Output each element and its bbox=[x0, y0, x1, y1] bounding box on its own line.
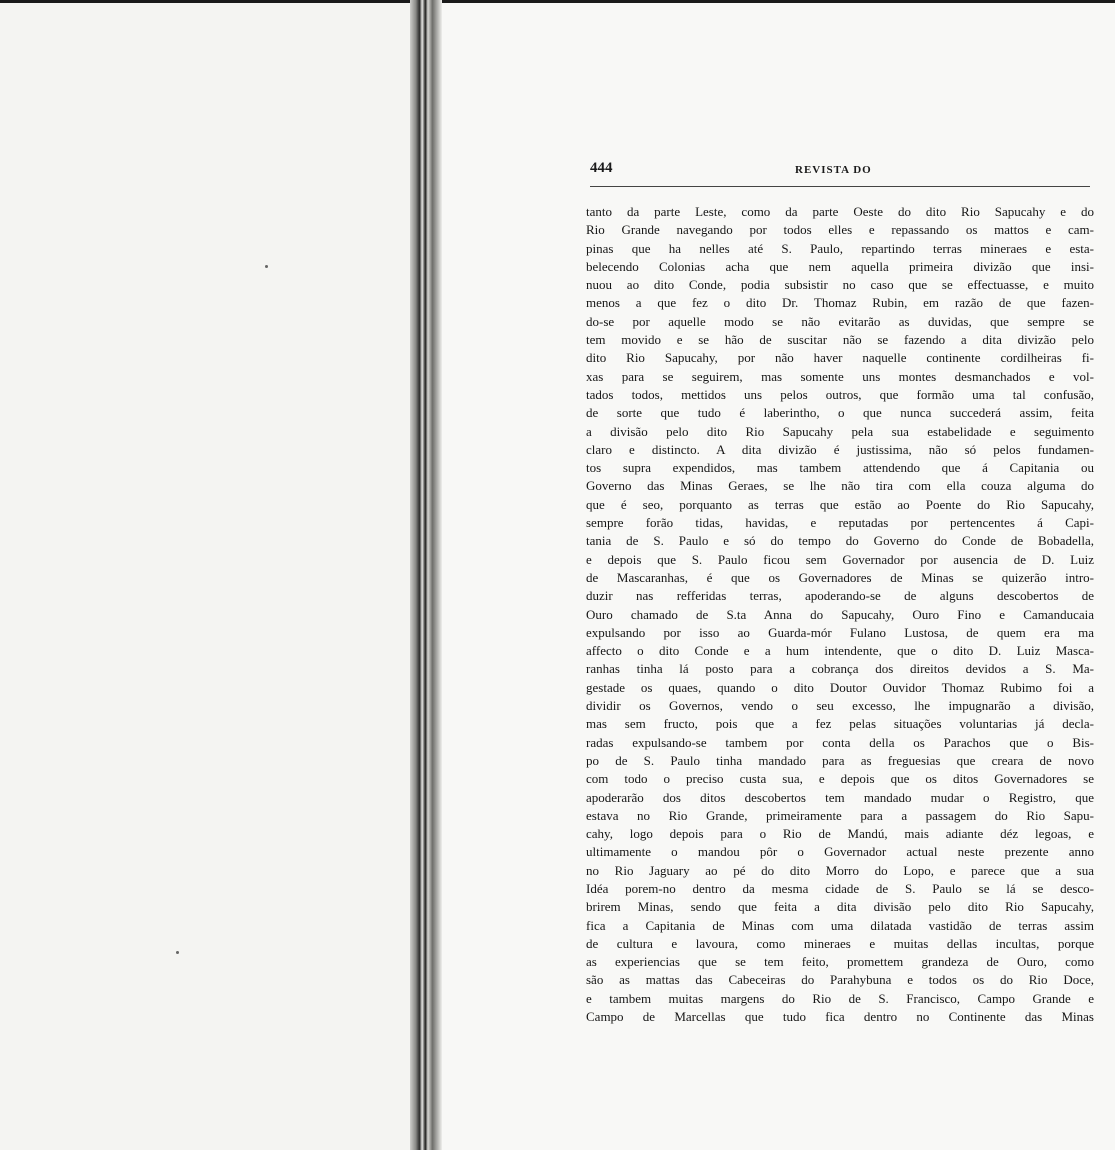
text-line: estava no Rio Grande, primeiramente para a passagem do Rio Sapu- bbox=[586, 807, 1094, 823]
text-line: apoderarão dos ditos descobertos tem mandado mudar o Registro, que bbox=[586, 789, 1094, 805]
text-line: claro e distincto. A dita divizão é justissima, não só pelos fundamen- bbox=[586, 441, 1094, 457]
text-line: tados todos, mettidos uns pelos outros, que formão uma tal confusão, bbox=[586, 386, 1094, 402]
book-gutter bbox=[410, 0, 442, 1150]
body-text bbox=[586, 203, 1094, 1026]
paper-speck bbox=[176, 951, 179, 954]
text-line: mas sem fructo, pois que a fez pelas situações voluntarias já decla- bbox=[586, 716, 1094, 732]
text-line: menos a que fez o dito Dr. Thomaz Rubin, em razão de que fazen- bbox=[586, 295, 1094, 311]
text-line: que é seo, porquanto as terras que estão ao Poente do Rio Sapucahy, bbox=[586, 496, 1094, 512]
text-line: gestade os quaes, quando o dito Doutor Ouvidor Thomaz Rubimo foi a bbox=[586, 679, 1094, 695]
text-line: as experiencias que se tem feito, promettem grandeza de Ouro, como bbox=[586, 954, 1094, 970]
text-line: tanto da parte Leste, como da parte Oeste do dito Rio Sapucahy e do bbox=[586, 204, 1094, 219]
text-line: affecto o dito Conde e a hum intendente, que o dito D. Luiz Masca- bbox=[586, 643, 1094, 659]
text-line: dividir os Governos, vendo o seu excesso, lhe impugnarão a divisão, bbox=[586, 698, 1094, 714]
text-line: radas expulsando-se tambem por conta della os Parachos que o Bis- bbox=[586, 734, 1094, 750]
text-line: e depois que S. Paulo ficou sem Governador por ausencia de D. Luiz bbox=[586, 551, 1094, 567]
text-line: expulsando por isso ao Guarda-mór Fulano Lustosa, de quem era ma bbox=[586, 624, 1094, 640]
text-line: belecendo Colonias acha que nem aquella primeira divizão que insi- bbox=[586, 258, 1094, 274]
text-line: Idéa porem-no dentro da mesma cidade de S. Paulo se lá se desco- bbox=[586, 880, 1094, 896]
paper-speck bbox=[265, 265, 268, 268]
text-line: tem movido e se hão de suscitar não se fazendo a dita divizão pelo bbox=[586, 332, 1094, 348]
text-line: no Rio Jaguary ao pé do dito Morro do Lopo, e parece que a sua bbox=[586, 862, 1094, 878]
text-line: pinas que ha nelles até S. Paulo, repartindo terras mineraes e esta- bbox=[586, 240, 1094, 256]
text-line: Governo das Minas Geraes, se lhe não tira com ella couza alguma do bbox=[586, 478, 1094, 494]
text-line: dito Rio Sapucahy, por não haver naquelle continente cordilheiras fi- bbox=[586, 350, 1094, 366]
text-line: Rio Grande navegando por todos elles e repassando os mattos e cam- bbox=[586, 222, 1094, 238]
text-line: a divisão pelo dito Rio Sapucahy pela sua estabelidade e seguimento bbox=[586, 423, 1094, 439]
text-line: do-se por aquelle modo se não evitarão as duvidas, que sempre se bbox=[586, 313, 1094, 329]
text-line: fica a Capitania de Minas com uma dilatada vastidão de terras assim bbox=[586, 917, 1094, 933]
text-line: Campo de Marcellas que tudo fica dentro no Continente das Minas bbox=[586, 1009, 1094, 1025]
text-line: são as mattas das Cabeceiras do Parahybuna e todos os do Rio Doce, bbox=[586, 972, 1094, 988]
text-line: com todo o preciso custa sua, e depois que os ditos Governadores se bbox=[586, 771, 1094, 787]
text-line: tania de S. Paulo e só do tempo do Governo do Conde de Bobadella, bbox=[586, 533, 1094, 549]
page-number: 444 bbox=[590, 160, 613, 176]
text-line: brirem Minas, sendo que feita a dita divisão pelo dito Rio Sapucahy, bbox=[586, 899, 1094, 915]
text-line: tos supra expendidos, mas tambem attendendo que á Capitania ou bbox=[586, 460, 1094, 476]
text-line: de cultura e lavoura, como mineraes e muitas dellas incultas, porque bbox=[586, 935, 1094, 951]
text-line: ranhas tinha lá posto para a cobrança dos direitos devidos a S. Ma- bbox=[586, 661, 1094, 677]
running-title: REVISTA DO bbox=[795, 164, 872, 176]
text-line: e tambem muitas margens do Rio de S. Francisco, Campo Grande e bbox=[586, 990, 1094, 1006]
text-line: de Mascaranhas, é que os Governadores de Minas se quizerão intro- bbox=[586, 569, 1094, 585]
text-line: po de S. Paulo tinha mandado para as freguesias que creara de novo bbox=[586, 752, 1094, 768]
text-line: ultimamente o mandou pôr o Governador actual neste prezente anno bbox=[586, 844, 1094, 860]
text-line: sempre forão tidas, havidas, e reputadas por pertencentes á Capi- bbox=[586, 515, 1094, 531]
text-line: de sorte que tudo é laberintho, o que nunca succederá assim, feita bbox=[586, 405, 1094, 421]
text-line: xas para se seguirem, mas somente uns montes desmanchados e vol- bbox=[586, 368, 1094, 384]
left-blank-page bbox=[0, 3, 410, 1150]
text-line: Ouro chamado de S.ta Anna do Sapucahy, Ouro Fino e Camanducaia bbox=[586, 606, 1094, 622]
text-line: duzir nas refferidas terras, apoderando-se de alguns descobertos de bbox=[586, 588, 1094, 604]
running-head bbox=[590, 156, 1090, 187]
text-line: nuou ao dito Conde, podia subsistir no caso que se effectuasse, e muito bbox=[586, 277, 1094, 293]
text-line: cahy, logo depois para o Rio de Mandú, mais adiante déz legoas, e bbox=[586, 826, 1094, 842]
